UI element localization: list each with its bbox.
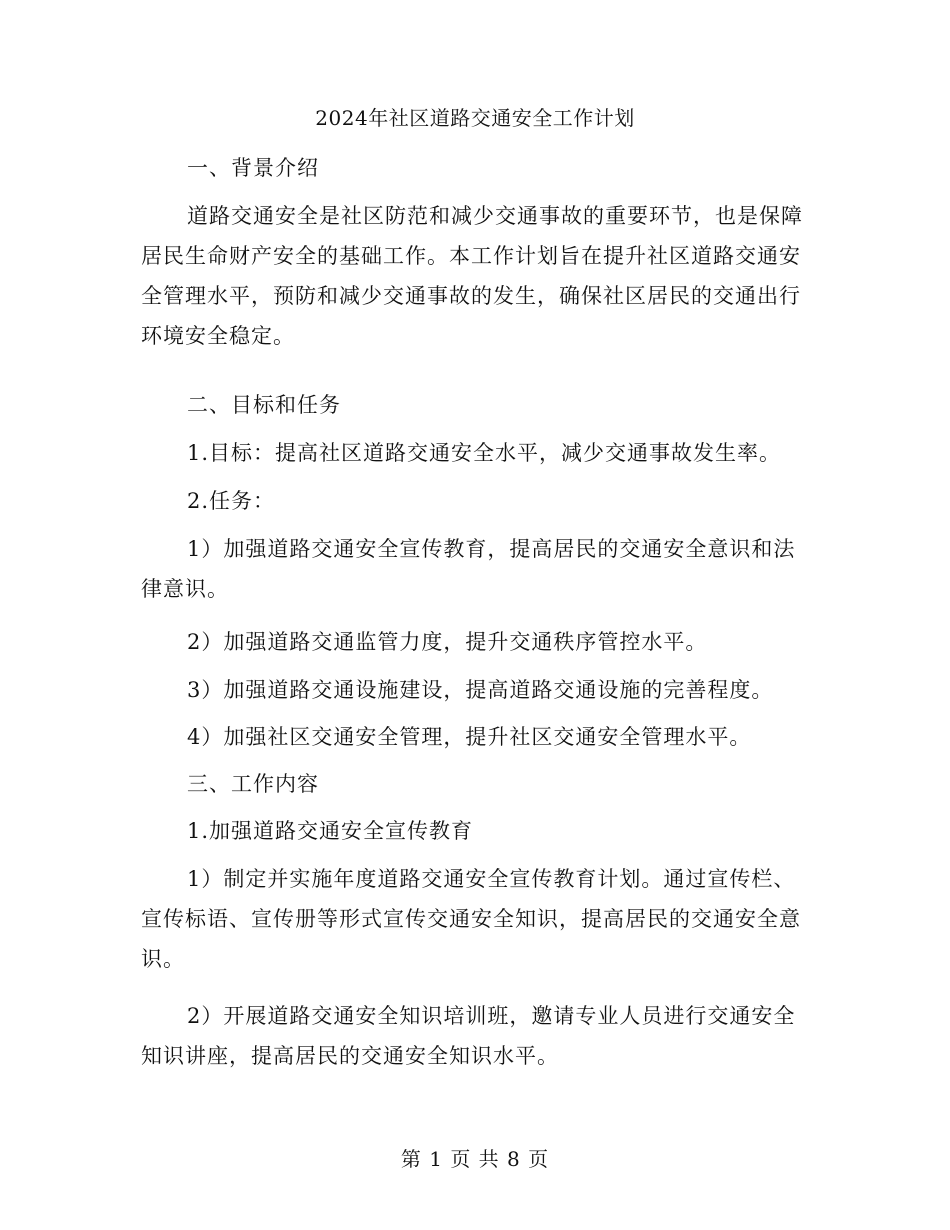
document-title: 2024年社区道路交通安全工作计划	[315, 106, 635, 130]
list-item-task-4: 4）加强社区交通安全管理，提升社区交通安全管理水平。	[187, 725, 752, 749]
paragraph-tasks-heading: 2.任务：	[187, 489, 276, 513]
list-item-education-2: 2）开展道路交通安全知识培训班，邀请专业人员进行交通安全知识讲座，提高居民的交通安全知识水平。	[141, 1004, 796, 1068]
subsection-heading-education: 1.加强道路交通安全宣传教育	[187, 819, 474, 843]
paragraph-goal: 1.目标：提高社区道路交通安全水平，减少交通事故发生率。	[187, 441, 782, 465]
page-footer: 第 1 页 共 8 页	[400, 1147, 550, 1171]
list-item-education-1: 1）制定并实施年度道路交通安全宣传教育计划。通过宣传栏、宣传标语、宣传册等形式宣传交通安全知识，提高居民的交通安全意识。	[141, 867, 801, 971]
section-heading-goals: 二、目标和任务	[187, 393, 341, 417]
list-item-task-1: 1）加强道路交通安全宣传教育，提高居民的交通安全意识和法律意识。	[141, 537, 796, 601]
section-heading-work-content: 三、工作内容	[187, 772, 319, 796]
section-heading-background: 一、背景介绍	[187, 156, 319, 180]
list-item-task-2: 2）加强道路交通监管力度，提升交通秩序管控水平。	[187, 630, 708, 654]
list-item-task-3: 3）加强道路交通设施建设，提高道路交通设施的完善程度。	[187, 678, 774, 702]
paragraph-background: 道路交通安全是社区防范和减少交通事故的重要环节，也是保障居民生命财产安全的基础工作。本工作计划旨在提升社区道路交通安全管理水平，预防和减少交通事故的发生，确保社区居民的交通出行环境安全稳定。	[141, 204, 803, 348]
